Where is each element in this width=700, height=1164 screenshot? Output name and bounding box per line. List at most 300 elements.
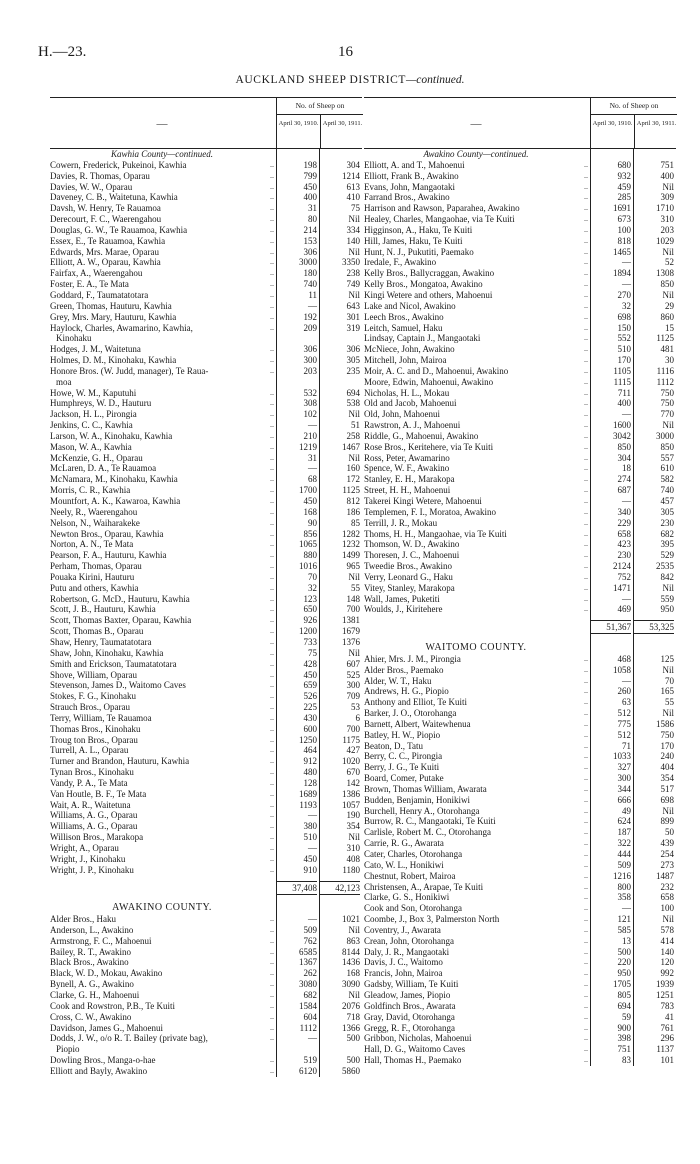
leader-dots: ..: [584, 246, 588, 256]
owner-name: Strauch Bros., Oparau: [50, 702, 130, 713]
table-row: [364, 957, 676, 968]
owner-name: Wall, James, Puketiti: [364, 593, 440, 604]
owner-name: Van Houtle, B. F., Te Mata: [50, 788, 147, 799]
leader-dots: ..: [584, 979, 588, 989]
leader-dots: ..: [270, 344, 274, 354]
owner-name: Burrow, R. C., Mangaotaki, Te Kuiti: [364, 816, 496, 827]
leader-dots: ..: [584, 989, 588, 999]
count-1910: 1112: [299, 1022, 317, 1033]
count-1910: 682: [303, 989, 317, 1000]
owner-name: Nicholas, H. L., Mokau: [364, 387, 450, 398]
count-1911: Nil: [348, 409, 360, 420]
count-1910: 510: [617, 344, 631, 355]
table-row: [364, 1001, 676, 1012]
count-1910: 59: [622, 1011, 631, 1022]
leader-dots: ..: [584, 289, 588, 299]
table-row: [364, 665, 676, 676]
table-row: [364, 572, 676, 583]
leader-dots: ..: [270, 1000, 274, 1010]
owner-name: Haylock, Charles, Awamarino, Kawhia,: [50, 322, 193, 333]
name-column-header: —: [156, 118, 168, 130]
owner-name: Thomson, W. D., Awakino: [364, 539, 460, 550]
leader-dots: ..: [270, 539, 274, 549]
owner-name: Vitey, Stanley, Marakopa: [364, 582, 455, 593]
table-row: [50, 865, 362, 876]
leader-dots: ..: [270, 365, 274, 375]
count-1911: 749: [346, 279, 360, 290]
owner-name: Iredale, F., Awakino: [364, 257, 437, 268]
count-1910: 1705: [613, 979, 631, 990]
table-row: [364, 903, 676, 914]
table-row: [50, 1055, 362, 1066]
count-1911: 6: [355, 712, 360, 723]
count-1910: 380: [303, 821, 317, 832]
owner-name: Thoms, H. H., Mangaohae, via Te Kuiti: [364, 528, 507, 539]
count-1911: 120: [660, 957, 674, 968]
count-1911: 1112: [656, 376, 674, 387]
leader-dots: ..: [584, 946, 588, 956]
table-row: [50, 431, 362, 442]
count-1911: Nil: [662, 664, 674, 675]
count-1911: Nil: [348, 246, 360, 257]
count-1910: 673: [617, 214, 631, 225]
owner-name: Mountfort, A. K., Kawaroa, Kawhia: [50, 496, 181, 506]
table-row: [364, 550, 676, 561]
count-1910: 910: [303, 864, 317, 875]
count-1910: 600: [303, 723, 317, 734]
table-row: [50, 670, 362, 681]
count-1910: 604: [303, 1011, 317, 1022]
owner-name: Alder Bros., Paemako: [364, 664, 444, 675]
count-1911: 240: [660, 751, 674, 762]
owner-name: Larson, W. A., Kinohaku, Kawhia: [50, 430, 173, 441]
count-1911: 525: [346, 669, 360, 680]
table-row: [364, 225, 676, 236]
count-1910: 740: [303, 279, 317, 290]
owner-name: Kinohaku: [56, 333, 92, 344]
table-row: [364, 442, 676, 453]
owner-name: Gribbon, Nicholas, Mahoenui: [364, 1033, 472, 1044]
owner-name: Hunt, N. J., Pukutiti, Paemako: [364, 246, 474, 257]
count-1911: 400: [660, 170, 674, 181]
count-1910: 552: [617, 333, 631, 344]
owner-name: Holmes, D. M., Kinohaku, Kawhia: [50, 355, 177, 366]
owner-name: Wright, A., Oparau: [50, 843, 119, 853]
owner-name: Foster, E. A., Te Mata: [50, 279, 129, 290]
owner-name: Dowling Bros., Manga-o-hae: [50, 1055, 156, 1066]
table-row: [364, 708, 676, 719]
count-1911: 408: [346, 853, 360, 864]
count-1911: 965: [346, 561, 360, 572]
owner-name: Carlisle, Robert M. C., Otorohanga: [364, 827, 491, 838]
table-row: [50, 854, 362, 865]
count-1910: 850: [617, 441, 631, 452]
owner-name: McNiece, John, Awakino: [364, 344, 455, 355]
leader-dots: ..: [270, 636, 274, 646]
count-1911: 190: [346, 810, 360, 821]
table-row: [364, 192, 676, 203]
count-1910: 300: [303, 355, 317, 366]
count-1911: 559: [660, 593, 674, 604]
count-1911: 860: [660, 311, 674, 322]
count-1911: 30: [665, 355, 674, 366]
leader-dots: ..: [270, 257, 274, 267]
count-1911: 578: [660, 924, 674, 935]
table-row: [50, 724, 362, 735]
table-row: [364, 268, 676, 279]
table-row: [364, 279, 676, 290]
table-row: [364, 751, 676, 762]
leader-dots: ..: [270, 485, 274, 495]
count-1911: 1679: [342, 626, 360, 637]
leader-dots: ..: [584, 957, 588, 967]
count-1910: 83: [622, 1055, 631, 1066]
count-1910: 1689: [299, 788, 317, 799]
table-row: [364, 355, 676, 366]
count-1911: 1282: [342, 528, 360, 539]
count-1911: 1137: [656, 1044, 674, 1055]
table-row: [50, 1012, 362, 1023]
leader-dots: ..: [584, 268, 588, 278]
table-row: [50, 604, 362, 615]
table-row: [50, 702, 362, 713]
count-1911: 1214: [342, 170, 360, 181]
table-row: [50, 474, 362, 485]
table-row: [364, 936, 676, 947]
leader-dots: ..: [270, 279, 274, 289]
leader-dots: ..: [270, 571, 274, 581]
leader-dots: ..: [584, 387, 588, 397]
count-1911: 899: [660, 816, 674, 827]
count-1910: 926: [303, 615, 317, 626]
owner-name: Scott, J. B., Hauturu, Kawhia: [50, 604, 156, 615]
owner-name: Thomas Bros., Kinohaku: [50, 723, 141, 734]
count-1910: 100: [617, 224, 631, 235]
count-1910: 220: [617, 957, 631, 968]
leader-dots: ..: [270, 430, 274, 440]
leader-dots: ..: [584, 344, 588, 354]
count-1910: 304: [617, 452, 631, 463]
count-1910: 1193: [299, 799, 317, 810]
count-1911: 750: [660, 398, 674, 409]
count-1911: 1175: [342, 734, 360, 745]
count-1911: 613: [346, 181, 360, 192]
leader-dots: ..: [270, 989, 274, 999]
leader-dots: ..: [584, 170, 588, 180]
leader-dots: ..: [584, 235, 588, 245]
count-1910: 31: [308, 452, 317, 463]
table-row: [50, 496, 362, 507]
count-1911: Nil: [662, 708, 674, 719]
count-1911: 305: [660, 506, 674, 517]
table-row: [364, 301, 676, 312]
count-1911: Nil: [348, 289, 360, 300]
owner-name: Batley, H. W., Piopio: [364, 729, 441, 740]
owner-name: Clarke, G. S., Honikiwi: [364, 892, 450, 903]
owner-name: Gray, David, Otorohanga: [364, 1011, 455, 1022]
count-1911: 354: [346, 821, 360, 832]
count-1910: 340: [617, 506, 631, 517]
table-row: [50, 778, 362, 789]
count-1910: 262: [303, 968, 317, 979]
count-1911: 1021: [342, 914, 360, 925]
leader-dots: ..: [584, 859, 588, 869]
count-1910: 510: [303, 832, 317, 843]
owner-name: Wait, A. R., Waitetuna: [50, 799, 131, 810]
count-1910: 150: [617, 322, 631, 333]
count-1910: 192: [303, 311, 317, 322]
owner-name: Hall, Thomas H., Paemako: [364, 1055, 462, 1066]
county-heading: [50, 903, 362, 914]
leader-dots: ..: [270, 517, 274, 527]
leader-dots: ..: [270, 723, 274, 733]
owner-name: Brown, Thomas William, Awarata: [364, 783, 487, 794]
owner-name: Old and Jacob, Mahoenui: [364, 398, 457, 409]
leader-dots: ..: [270, 387, 274, 397]
count-1910: 762: [303, 935, 317, 946]
table-row: [50, 594, 362, 605]
table-row: [50, 355, 362, 366]
count-1910: 1219: [299, 441, 317, 452]
count-1911: 850: [660, 279, 674, 290]
count-1911: 258: [346, 430, 360, 441]
count-1910: 3042: [613, 430, 631, 441]
count-1910: 428: [303, 658, 317, 669]
count-1911: 85: [351, 517, 360, 528]
count-1911: 235: [346, 365, 360, 376]
section-heading: [50, 149, 362, 160]
owner-name: Derecourt, F. C., Waerengahou: [50, 214, 162, 225]
count-1910: 270: [617, 289, 631, 300]
leader-dots: ..: [584, 914, 588, 924]
table-row: [50, 832, 362, 843]
owner-name: Hodges, J. M., Waitetuna: [50, 344, 141, 355]
count-1911: 1586: [656, 718, 674, 729]
count-1911: 319: [346, 322, 360, 333]
count-1910: 1250: [299, 734, 317, 745]
heading-text: AWAKINO COUNTY.: [112, 903, 212, 914]
count-1911: 15: [665, 322, 674, 333]
count-1911: 682: [660, 528, 674, 539]
leader-dots: ..: [270, 810, 274, 820]
table-row: [50, 936, 362, 947]
count-1910: 274: [617, 474, 631, 485]
count-1911: 1232: [342, 539, 360, 550]
owner-name: Scott, Thomas B., Oparau: [50, 626, 144, 637]
leader-dots: ..: [584, 1022, 588, 1032]
owner-name: Scott, Thomas Baxter, Oparau, Kawhia: [50, 615, 192, 626]
table-row: [50, 1023, 362, 1034]
leader-dots: ..: [270, 398, 274, 408]
count-1911: 582: [660, 474, 674, 485]
table-row: [364, 203, 676, 214]
owner-name: Pearson, F. A., Hauturu, Kawhia: [50, 550, 167, 561]
leader-dots: ..: [270, 1022, 274, 1032]
owner-name: Williams, A. G., Oparau: [50, 810, 138, 821]
table-row: [364, 290, 676, 301]
leader-dots: ..: [270, 914, 274, 924]
count-1911: 439: [660, 838, 674, 849]
owner-name: Terry, William, Te Rauamoa: [50, 712, 152, 723]
count-1910: 751: [617, 1044, 631, 1055]
count-1910: 260: [617, 686, 631, 697]
count-1910: 68: [308, 474, 317, 485]
leader-dots: ..: [584, 376, 588, 386]
owner-name: Stanley, E. H., Marakopa: [364, 474, 455, 485]
count-1910: 300: [617, 773, 631, 784]
leader-dots: ..: [270, 582, 274, 592]
table-row: [364, 420, 676, 431]
row-continuation: [50, 1044, 362, 1055]
leader-dots: ..: [584, 582, 588, 592]
table-row: [50, 810, 362, 821]
owner-name: Goldfinch Bros., Awarata: [364, 1000, 456, 1011]
owner-name: Leitch, Samuel, Haku: [364, 322, 443, 333]
table-row: [364, 312, 676, 323]
count-1911: 140: [346, 235, 360, 246]
count-1911: 140: [660, 946, 674, 957]
owner-name: Burchell, Henry A., Otorohanga: [364, 805, 480, 816]
count-1910: —: [622, 675, 631, 686]
owner-name: Hill, James, Haku, Te Kuiti: [364, 235, 463, 246]
title-suffix: —continued.: [406, 74, 465, 86]
table-row: [50, 800, 362, 811]
table-row: [364, 784, 676, 795]
count-1911: 354: [660, 773, 674, 784]
table-row: [364, 474, 676, 485]
owner-name: Anderson, L., Awakino: [50, 924, 134, 935]
count-1910: 698: [617, 311, 631, 322]
owner-name: Kingi Wetere and others, Mahoenui: [364, 289, 493, 300]
sheep-count-group-label: No. of Sheep on: [591, 98, 677, 115]
count-1910: 658: [617, 528, 631, 539]
count-1910: 153: [303, 235, 317, 246]
owner-name: Crean, John, Otorohanga: [364, 935, 454, 946]
owner-name: Beaton, D., Tatu: [364, 740, 423, 751]
count-1910: 450: [303, 181, 317, 192]
count-1911: Nil: [348, 452, 360, 463]
leader-dots: ..: [584, 718, 588, 728]
leader-dots: ..: [584, 571, 588, 581]
count-1910: 469: [617, 604, 631, 615]
count-1911: 148: [346, 593, 360, 604]
table-row: [364, 882, 676, 893]
owner-name: Barker, J. O., Otorohanga: [364, 708, 457, 719]
owner-name: Cater, Charles, Otorohanga: [364, 849, 463, 859]
table-row: [364, 561, 676, 572]
owner-name: Honore Bros. (W. Judd, manager), Te Raua-: [50, 365, 209, 376]
leader-dots: ..: [584, 279, 588, 289]
count-1911: 100: [660, 903, 674, 914]
count-1910: 532: [303, 387, 317, 398]
owner-name: Coventry, J., Awarata: [364, 924, 441, 935]
owner-name: Spence, W. F., Awakino: [364, 463, 450, 474]
owner-name: Cook and Rowstron, P.B., Te Kuiti: [50, 1000, 175, 1011]
table-row: [364, 1055, 676, 1066]
count-1910: 308: [303, 398, 317, 409]
count-1911: 2535: [656, 561, 674, 572]
count-1910: 168: [303, 506, 317, 517]
count-1910: 752: [617, 571, 631, 582]
leader-dots: ..: [270, 832, 274, 842]
table-row: [50, 561, 362, 572]
count-1911: 41: [665, 1011, 674, 1022]
table-row: [364, 719, 676, 730]
count-1910: 170: [617, 355, 631, 366]
count-1910: 526: [303, 691, 317, 702]
leader-dots: ..: [270, 924, 274, 934]
leader-dots: ..: [584, 1055, 588, 1065]
owner-name: Troug ton Bros., Oparau: [50, 734, 138, 745]
count-1911: 1376: [342, 636, 360, 647]
count-1911: 1467: [342, 441, 360, 452]
leader-dots: ..: [584, 452, 588, 462]
count-1910: 480: [303, 767, 317, 778]
leader-dots: ..: [270, 799, 274, 809]
owner-name: Black Bros., Awakino: [50, 957, 129, 968]
leader-dots: ..: [584, 708, 588, 718]
right-table-body: [364, 149, 676, 1066]
count-1910: 805: [617, 989, 631, 1000]
owner-name: Willison Bros., Marakopa: [50, 832, 144, 843]
count-1910: 229: [617, 517, 631, 528]
table-row: [364, 860, 676, 871]
col-1911-header: April 30, 1911.: [634, 115, 678, 148]
count-1910: 121: [617, 914, 631, 925]
table-row: [50, 160, 362, 171]
table-row: [50, 529, 362, 540]
owner-name: Shove, William, Oparau: [50, 669, 137, 680]
leader-dots: ..: [584, 485, 588, 495]
owner-name: Piopio: [56, 1044, 80, 1055]
table-row: [50, 236, 362, 247]
count-1911: 658: [660, 892, 674, 903]
count-1911: Nil: [662, 582, 674, 593]
count-1910: 209: [303, 322, 317, 333]
table-row: [364, 741, 676, 752]
leader-dots: ..: [270, 788, 274, 798]
leader-dots: ..: [270, 409, 274, 419]
leader-dots: ..: [270, 1011, 274, 1021]
count-1911: 306: [346, 344, 360, 355]
table-row: [50, 550, 362, 561]
leader-dots: ..: [270, 181, 274, 191]
leader-dots: ..: [270, 626, 274, 636]
count-1911: 304: [346, 159, 360, 170]
count-1910: —: [308, 810, 317, 821]
table-row: [50, 485, 362, 496]
count-1910: 285: [617, 192, 631, 203]
table-row: [50, 990, 362, 1001]
owner-name: Stevenson, James D., Waitomo Caves: [50, 680, 186, 691]
leader-dots: ..: [270, 441, 274, 451]
count-1910: 13: [622, 935, 631, 946]
leader-dots: ..: [270, 289, 274, 299]
table-row: [50, 182, 362, 193]
count-1911: Nil: [348, 989, 360, 1000]
count-1911: 142: [346, 777, 360, 788]
table-row: [50, 789, 362, 800]
count-1910: 500: [617, 946, 631, 957]
count-1910: 187: [617, 827, 631, 838]
leader-dots: ..: [584, 311, 588, 321]
count-1910: 932: [617, 170, 631, 181]
table-row: [50, 344, 362, 355]
count-1910: 818: [617, 235, 631, 246]
count-1911: 1487: [656, 870, 674, 881]
leader-dots: ..: [270, 1055, 274, 1065]
owner-name: Lindsay, Captain J., Mangaotaki: [364, 333, 481, 344]
